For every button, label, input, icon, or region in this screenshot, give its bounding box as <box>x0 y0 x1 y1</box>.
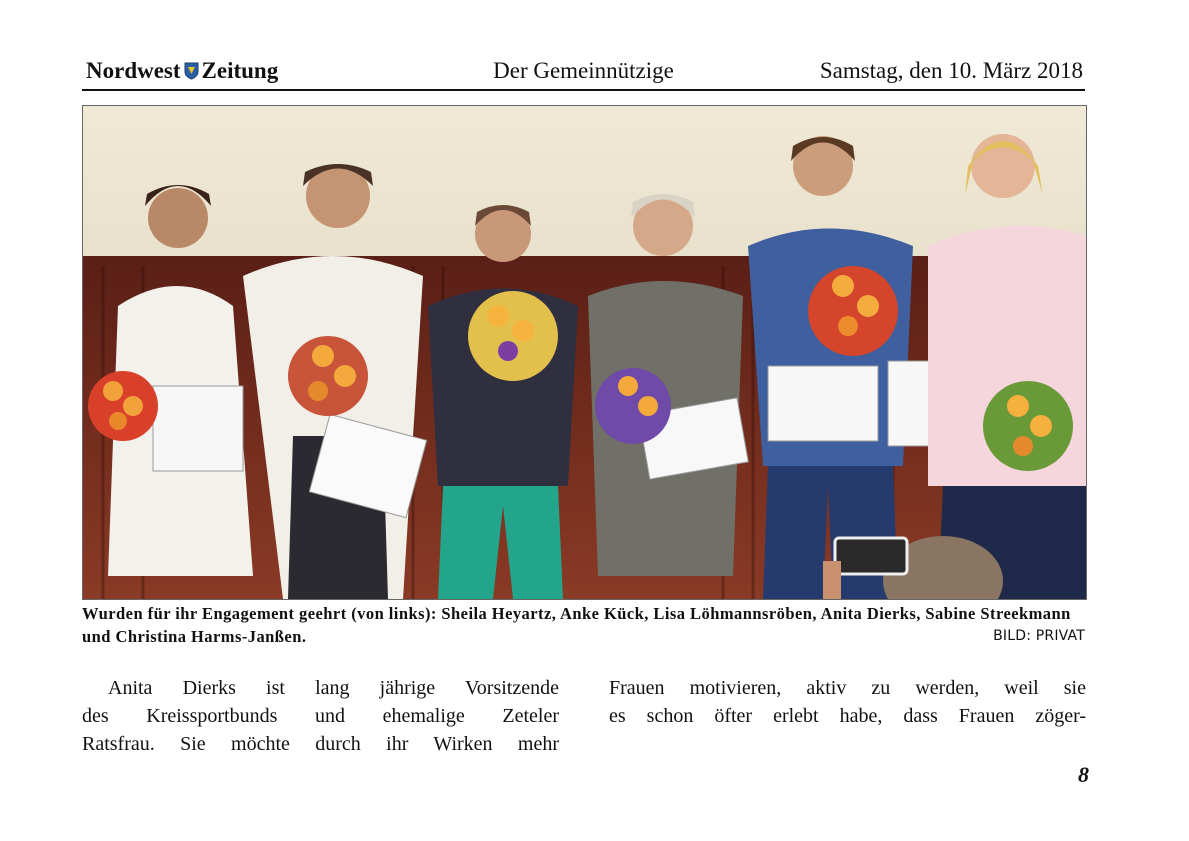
article-line: Ratsfrau. Sie möchte durch ihr Wirken mehr <box>82 733 559 755</box>
header-rule <box>82 89 1085 91</box>
article-line: Frauen motivieren, aktiv zu werden, weil sie <box>609 677 1086 699</box>
article-column-1 <box>82 674 559 758</box>
group-photo <box>82 105 1087 600</box>
photo-caption <box>82 602 1085 648</box>
logo-word-nordwest: Nordwest <box>86 58 181 83</box>
caption-text: Wurden für ihr Engagement geehrt (von links): Sheila Heyartz, Anke Kück, Lisa Löhmannsröben, Anita Dierks, Sabine Streekmann und Christina Harms-Janßen. <box>82 604 1071 646</box>
issue-date: Samstag, den 10. März 2018 <box>819 58 1083 83</box>
section-title: Der Gemeinnützige <box>493 58 674 83</box>
article-line: Anita Dierks ist lang jährige Vorsitzende <box>108 677 559 699</box>
page-number: 8 <box>1078 762 1089 787</box>
logo-word-zeitung: Zeitung <box>201 58 279 83</box>
article-line: des Kreissportbunds und ehemalige Zeteler <box>82 705 559 727</box>
photo-credit: BILD: PRIVAT <box>993 628 1085 644</box>
article-column-2 <box>609 674 1086 730</box>
article-line: es schon öfter erlebt habe, dass Frauen zöger- <box>609 705 1086 727</box>
masthead <box>82 58 1085 88</box>
photo-illustration <box>83 106 1086 599</box>
